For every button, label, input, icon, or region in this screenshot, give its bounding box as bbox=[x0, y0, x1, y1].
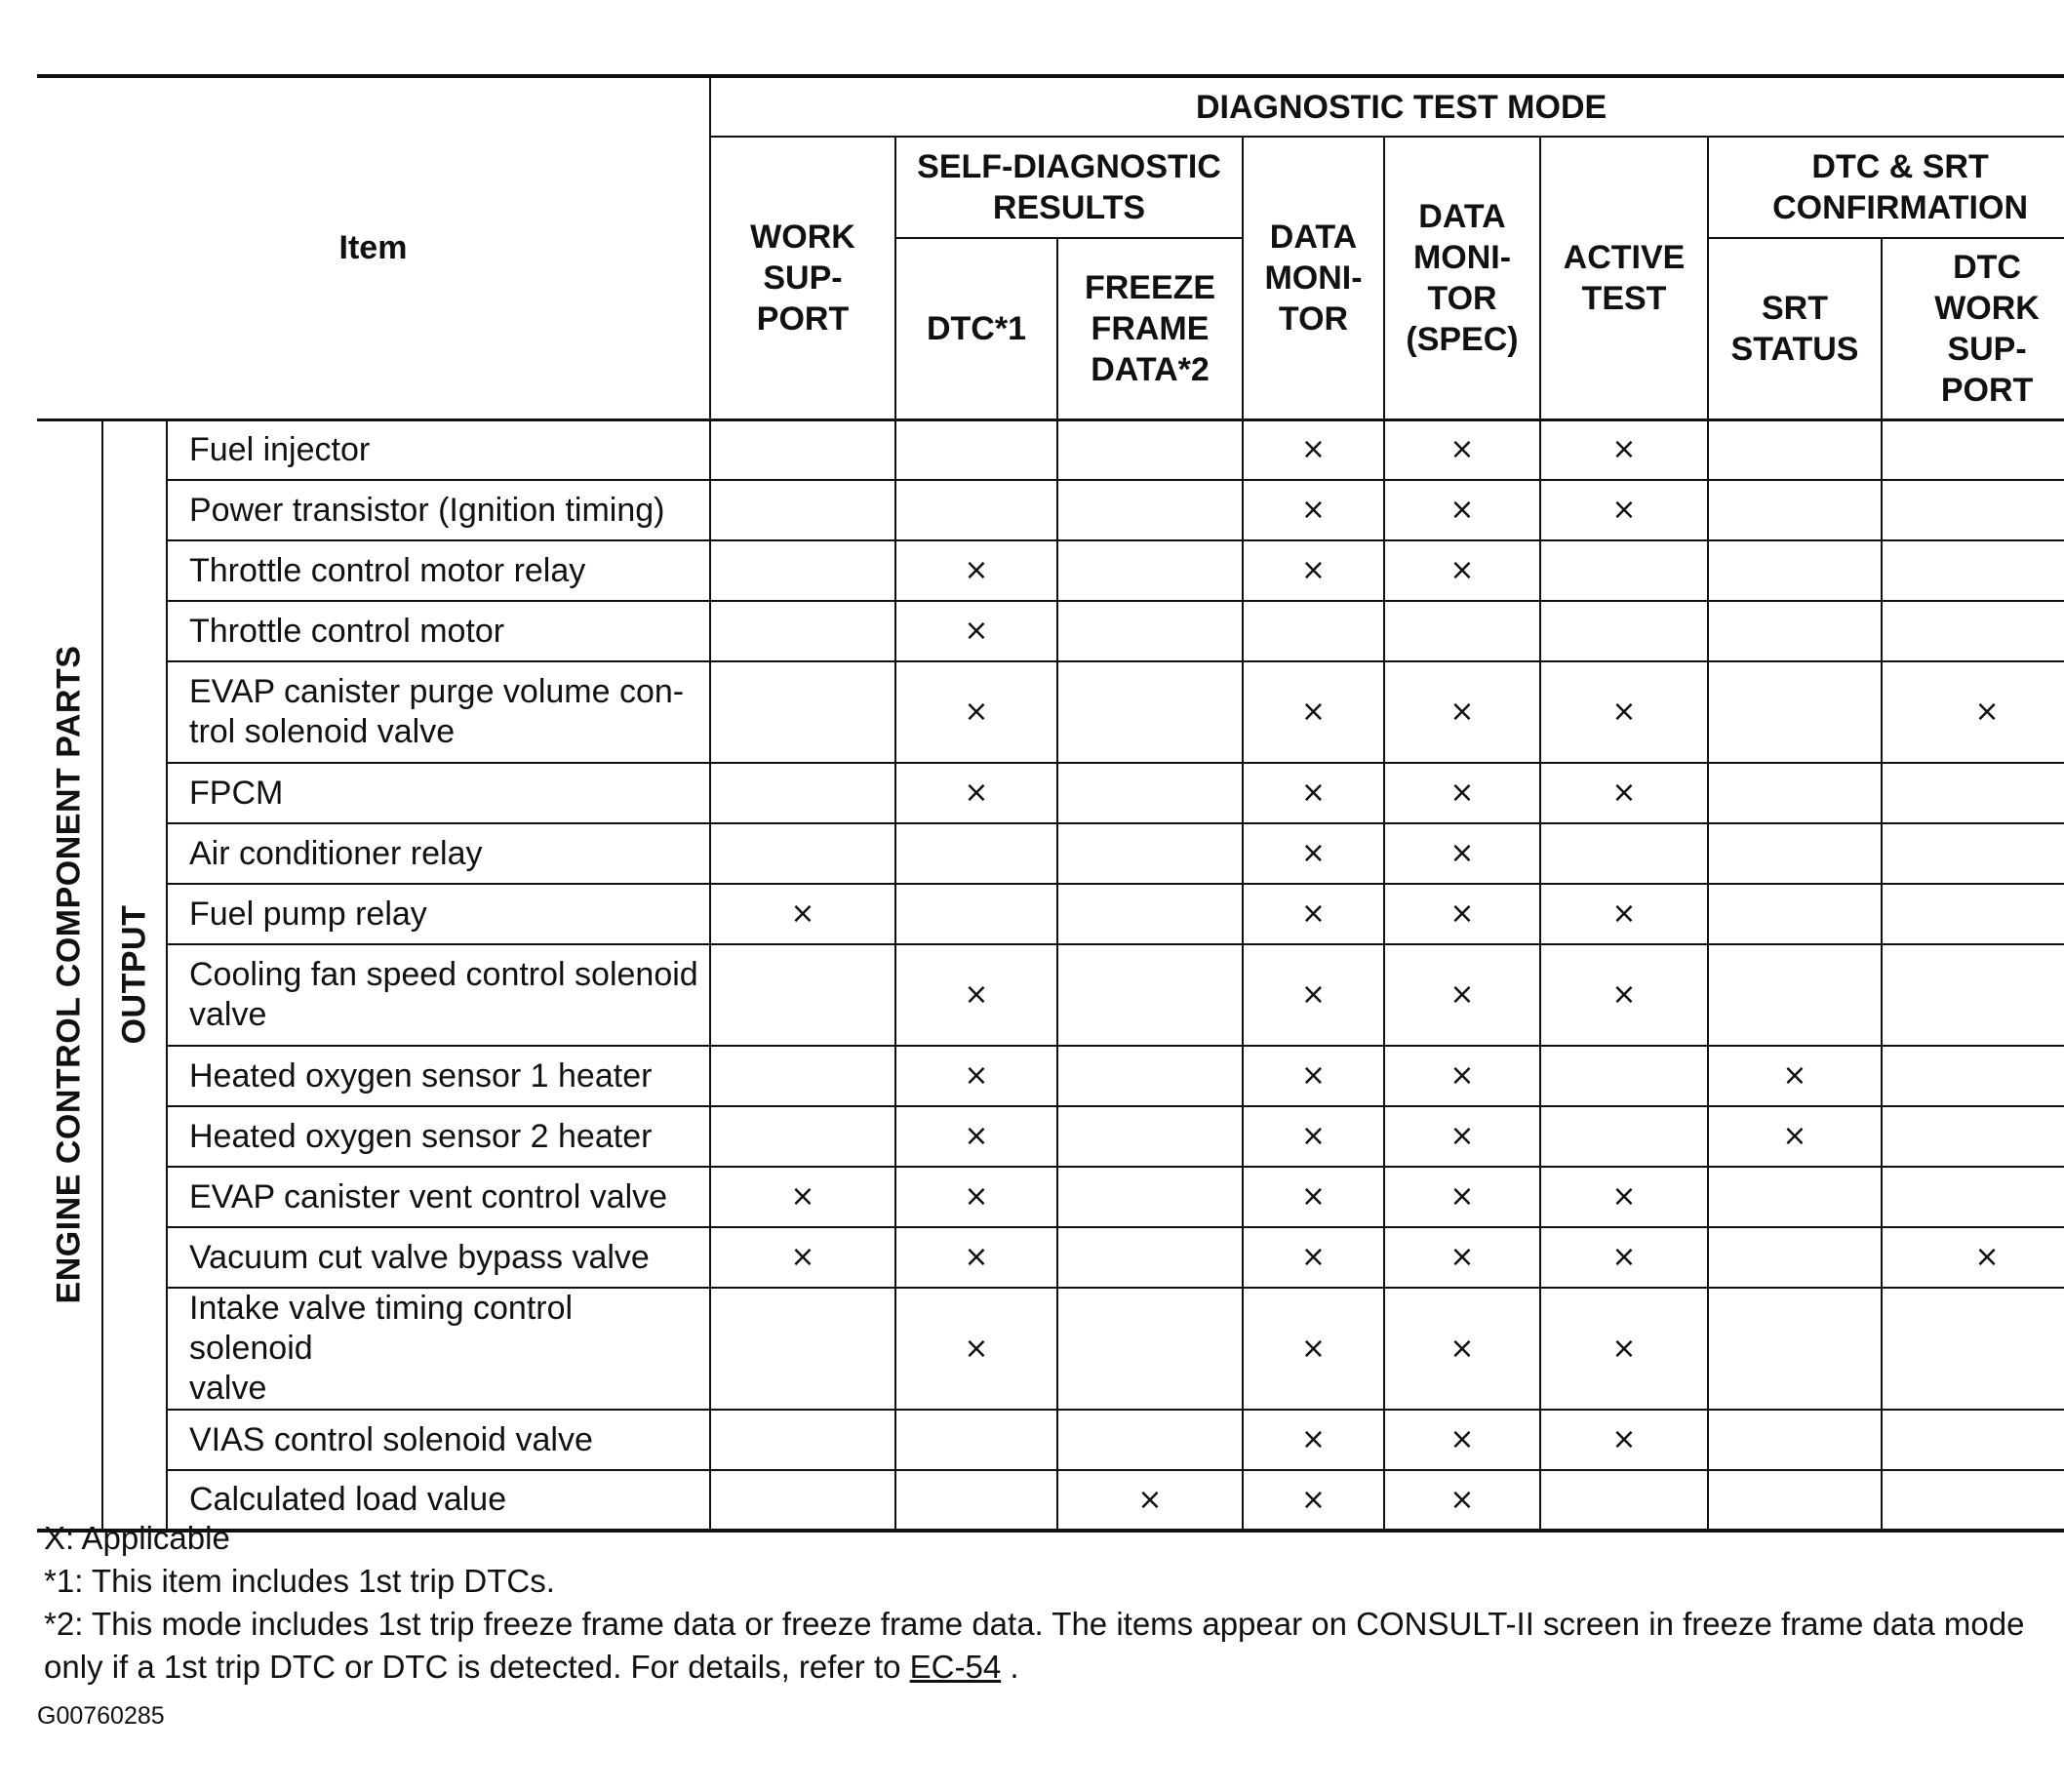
applicable-mark: × bbox=[1300, 695, 1327, 729]
note-2 bbox=[44, 1603, 2034, 1689]
active-test-cell bbox=[1540, 540, 1708, 601]
srt-status-cell bbox=[1708, 763, 1882, 823]
table-row bbox=[37, 601, 2064, 661]
work-support-cell bbox=[710, 823, 895, 884]
dtc-work-support-header-line: SUP- bbox=[1947, 330, 2027, 368]
data-monitor-header-line: TOR bbox=[1278, 299, 1349, 338]
applicable-mark: × bbox=[1449, 493, 1475, 527]
dtc-work-support-header bbox=[1882, 238, 2064, 419]
table-row bbox=[37, 884, 2064, 944]
table-row bbox=[37, 1046, 2064, 1106]
data-monitor-cell bbox=[1243, 1106, 1384, 1167]
data-monitor-spec-cell bbox=[1384, 1106, 1540, 1167]
row-item-label-line: Fuel injector bbox=[189, 430, 371, 468]
diagnostic-mode-table bbox=[37, 74, 2064, 1533]
active-test-cell bbox=[1540, 944, 1708, 1046]
srt-status-header-line: STATUS bbox=[1730, 330, 1859, 368]
applicable-mark: × bbox=[1782, 1058, 1807, 1093]
data-monitor-cell bbox=[1243, 419, 1384, 480]
data-monitor-spec-cell bbox=[1384, 884, 1540, 944]
row-item-label bbox=[167, 419, 710, 480]
applicable-mark: × bbox=[964, 1179, 989, 1214]
active-test-cell bbox=[1540, 419, 1708, 480]
applicable-mark: × bbox=[1611, 695, 1637, 729]
dtc-work-support-cell bbox=[1882, 480, 2064, 540]
dtc-work-support-cell bbox=[1882, 823, 2064, 884]
ec-54-link[interactable]: EC-54 bbox=[909, 1649, 1002, 1685]
applicable-mark: × bbox=[1449, 1179, 1475, 1214]
table-row bbox=[37, 480, 2064, 540]
group-outer-label: ENGINE CONTROL COMPONENT PARTS bbox=[50, 645, 88, 1304]
freeze-frame-data-cell bbox=[1057, 884, 1243, 944]
row-item-label bbox=[167, 601, 710, 661]
active-test-cell bbox=[1540, 1288, 1708, 1410]
freeze-frame-data-cell bbox=[1057, 1288, 1243, 1410]
row-item-label bbox=[167, 540, 710, 601]
table-row bbox=[37, 540, 2064, 601]
applicable-mark: × bbox=[964, 1331, 989, 1366]
applicable-mark: × bbox=[964, 1240, 989, 1274]
applicable-mark: × bbox=[1300, 1331, 1327, 1366]
applicable-mark: × bbox=[1611, 1422, 1637, 1456]
work-support-cell bbox=[710, 1227, 895, 1288]
data-monitor-cell bbox=[1243, 763, 1384, 823]
dtc-cell bbox=[895, 763, 1057, 823]
dtc-work-support-header-line: DTC bbox=[1953, 248, 2021, 286]
applicable-mark: × bbox=[1449, 695, 1475, 729]
applicable-mark: × bbox=[1611, 1179, 1637, 1214]
applicable-mark: × bbox=[1611, 432, 1637, 467]
applicable-mark: × bbox=[790, 896, 815, 931]
applicable-mark: × bbox=[1974, 695, 2000, 729]
srt-status-cell bbox=[1708, 419, 1882, 480]
dtc-work-support-cell bbox=[1882, 540, 2064, 601]
work-support-cell bbox=[710, 884, 895, 944]
active-test-header-line: TEST bbox=[1581, 279, 1667, 317]
active-test-cell bbox=[1540, 1410, 1708, 1470]
srt-status-cell bbox=[1708, 1046, 1882, 1106]
note-2-text: *2: This mode includes 1st trip freeze frame data or freeze frame data. The items appear on CONSULT-II screen in freeze frame data mode only if a 1st trip DTC or DTC is detected. For details, refer to bbox=[44, 1606, 2025, 1685]
work-support-cell bbox=[710, 1046, 895, 1106]
applicable-mark: × bbox=[1449, 1119, 1475, 1153]
data-monitor-spec-header-line: DATA bbox=[1418, 197, 1506, 235]
self-diagnostic-results-header-line: RESULTS bbox=[992, 189, 1146, 226]
data-monitor-cell bbox=[1243, 601, 1384, 661]
row-item-label-line: Intake valve timing control solenoid bbox=[189, 1290, 574, 1367]
data-monitor-cell bbox=[1243, 944, 1384, 1046]
table-row bbox=[37, 763, 2064, 823]
applicable-mark: × bbox=[1449, 776, 1475, 810]
diagnostic-test-mode-header: DIAGNOSTIC TEST MODE bbox=[710, 76, 2064, 137]
data-monitor-spec-cell bbox=[1384, 540, 1540, 601]
dtc-work-support-cell bbox=[1882, 1227, 2064, 1288]
dtc-work-support-cell bbox=[1882, 661, 2064, 763]
row-item-label-line: trol solenoid valve bbox=[189, 713, 456, 750]
applicable-mark: × bbox=[1449, 553, 1475, 587]
row-item-label-line: VIAS control solenoid valve bbox=[189, 1420, 593, 1458]
applicable-mark: × bbox=[1449, 432, 1475, 467]
freeze-frame-data-header-line: FRAME bbox=[1091, 309, 1210, 347]
freeze-frame-data-header-line: FREEZE bbox=[1084, 268, 1216, 306]
applicable-mark: × bbox=[964, 1058, 989, 1093]
freeze-frame-data-cell bbox=[1057, 601, 1243, 661]
work-support-cell bbox=[710, 661, 895, 763]
work-support-cell bbox=[710, 1167, 895, 1227]
dtc-work-support-cell bbox=[1882, 601, 2064, 661]
freeze-frame-data-cell bbox=[1057, 763, 1243, 823]
srt-status-header bbox=[1708, 238, 1882, 419]
applicable-mark: × bbox=[1449, 1240, 1475, 1274]
row-item-label bbox=[167, 823, 710, 884]
srt-status-cell bbox=[1708, 1288, 1882, 1410]
table-row bbox=[37, 1410, 2064, 1470]
srt-status-cell bbox=[1708, 1227, 1882, 1288]
data-monitor-header-line: MONI- bbox=[1264, 259, 1363, 297]
note-applicable: X: Applicable bbox=[44, 1520, 230, 1556]
dtc-cell bbox=[895, 884, 1057, 944]
data-monitor-cell bbox=[1243, 1227, 1384, 1288]
active-test-cell bbox=[1540, 884, 1708, 944]
data-monitor-cell bbox=[1243, 823, 1384, 884]
applicable-mark: × bbox=[1300, 1482, 1327, 1517]
applicable-mark: × bbox=[1300, 1119, 1327, 1153]
row-item-label bbox=[167, 480, 710, 540]
active-test-cell bbox=[1540, 1046, 1708, 1106]
dtc-work-support-cell bbox=[1882, 1410, 2064, 1470]
row-item-label-line: Power transistor (Ignition timing) bbox=[189, 491, 665, 529]
row-item-label-line: Calculated load value bbox=[189, 1481, 507, 1518]
dtc-cell bbox=[895, 601, 1057, 661]
freeze-frame-data-cell bbox=[1057, 1046, 1243, 1106]
row-item-label-line: Air conditioner relay bbox=[189, 834, 483, 872]
freeze-frame-data-header-line: DATA*2 bbox=[1091, 350, 1210, 388]
row-item-label-line: Heated oxygen sensor 2 heater bbox=[189, 1117, 653, 1155]
applicable-mark: × bbox=[964, 614, 989, 648]
row-item-label-line: valve bbox=[189, 996, 267, 1033]
work-support-header-line: PORT bbox=[756, 299, 850, 338]
applicable-mark: × bbox=[1782, 1119, 1807, 1153]
row-item-label bbox=[167, 1046, 710, 1106]
freeze-frame-data-cell bbox=[1057, 1167, 1243, 1227]
srt-status-cell bbox=[1708, 661, 1882, 763]
active-test-cell bbox=[1540, 661, 1708, 763]
srt-status-cell bbox=[1708, 540, 1882, 601]
srt-status-cell bbox=[1708, 1167, 1882, 1227]
work-support-header bbox=[710, 137, 895, 419]
dtc-work-support-header-line: PORT bbox=[1940, 371, 2034, 409]
row-item-label bbox=[167, 884, 710, 944]
work-support-header-line: SUP- bbox=[763, 259, 843, 297]
applicable-mark: × bbox=[1300, 1058, 1327, 1093]
data-monitor-cell bbox=[1243, 1288, 1384, 1410]
freeze-frame-data-cell bbox=[1057, 661, 1243, 763]
dtc-srt-confirmation-header bbox=[1708, 137, 2064, 238]
dtc-cell bbox=[895, 1106, 1057, 1167]
dtc-srt-confirmation-header-line: DTC & SRT bbox=[1811, 148, 1989, 185]
dtc-work-support-cell bbox=[1882, 419, 2064, 480]
freeze-frame-data-cell bbox=[1057, 1106, 1243, 1167]
applicable-mark: × bbox=[1449, 1482, 1475, 1517]
applicable-mark: × bbox=[1300, 977, 1327, 1012]
freeze-frame-data-header bbox=[1057, 238, 1243, 419]
work-support-cell bbox=[710, 763, 895, 823]
applicable-mark: × bbox=[964, 977, 989, 1012]
freeze-frame-data-cell bbox=[1057, 540, 1243, 601]
data-monitor-cell bbox=[1243, 661, 1384, 763]
dtc-cell bbox=[895, 1288, 1057, 1410]
srt-status-cell bbox=[1708, 1106, 1882, 1167]
dtc-cell bbox=[895, 1410, 1057, 1470]
data-monitor-cell bbox=[1243, 540, 1384, 601]
applicable-mark: × bbox=[1611, 1331, 1637, 1366]
applicable-mark: × bbox=[1300, 1179, 1327, 1214]
data-monitor-spec-cell bbox=[1384, 763, 1540, 823]
dtc-srt-confirmation-header-line: CONFIRMATION bbox=[1772, 189, 2028, 226]
dtc-cell bbox=[895, 944, 1057, 1046]
self-diagnostic-results-header-line: SELF-DIAGNOSTIC bbox=[917, 148, 1221, 185]
active-test-cell bbox=[1540, 1227, 1708, 1288]
srt-status-cell bbox=[1708, 823, 1882, 884]
data-monitor-spec-cell bbox=[1384, 1227, 1540, 1288]
note-1: *1: This item includes 1st trip DTCs. bbox=[44, 1563, 555, 1599]
dtc-cell bbox=[895, 1167, 1057, 1227]
dtc-cell bbox=[895, 661, 1057, 763]
table-row bbox=[37, 944, 2064, 1046]
dtc-work-support-cell bbox=[1882, 1046, 2064, 1106]
dtc-work-support-cell bbox=[1882, 1167, 2064, 1227]
applicable-mark: × bbox=[790, 1240, 815, 1274]
applicable-mark: × bbox=[1449, 1331, 1475, 1366]
table-row bbox=[37, 419, 2064, 480]
data-monitor-cell bbox=[1243, 1046, 1384, 1106]
dtc-cell bbox=[895, 823, 1057, 884]
work-support-cell bbox=[710, 1410, 895, 1470]
data-monitor-spec-cell bbox=[1384, 661, 1540, 763]
group-output bbox=[102, 419, 167, 1531]
data-monitor-spec-cell bbox=[1384, 1288, 1540, 1410]
srt-status-cell bbox=[1708, 480, 1882, 540]
dtc-work-support-cell bbox=[1882, 763, 2064, 823]
data-monitor-spec-cell bbox=[1384, 1046, 1540, 1106]
work-support-cell bbox=[710, 540, 895, 601]
work-support-cell bbox=[710, 419, 895, 480]
data-monitor-header-line: DATA bbox=[1269, 218, 1358, 256]
row-item-label-line: valve bbox=[189, 1370, 267, 1407]
applicable-mark: × bbox=[964, 553, 989, 587]
srt-status-cell bbox=[1708, 601, 1882, 661]
row-item-label-line: FPCM bbox=[189, 774, 284, 812]
row-item-label bbox=[167, 1106, 710, 1167]
applicable-mark: × bbox=[1611, 493, 1637, 527]
row-item-label bbox=[167, 661, 710, 763]
applicable-mark: × bbox=[790, 1179, 815, 1214]
freeze-frame-data-cell bbox=[1057, 1227, 1243, 1288]
applicable-mark: × bbox=[1611, 977, 1637, 1012]
data-monitor-cell bbox=[1243, 884, 1384, 944]
data-monitor-spec-cell bbox=[1384, 944, 1540, 1046]
work-support-cell bbox=[710, 601, 895, 661]
applicable-mark: × bbox=[1300, 493, 1327, 527]
active-test-cell bbox=[1540, 480, 1708, 540]
applicable-mark: × bbox=[964, 1119, 989, 1153]
dtc-cell bbox=[895, 1046, 1057, 1106]
row-item-label-line: Vacuum cut valve bypass valve bbox=[189, 1238, 650, 1276]
dtc-cell bbox=[895, 419, 1057, 480]
item-header: Item bbox=[37, 76, 710, 419]
data-monitor-spec-cell bbox=[1384, 1410, 1540, 1470]
footnotes bbox=[44, 1517, 2034, 1689]
row-item-label bbox=[167, 1227, 710, 1288]
row-item-label-line: Fuel pump relay bbox=[189, 895, 427, 933]
applicable-mark: × bbox=[1137, 1482, 1163, 1517]
row-item-label-line: Heated oxygen sensor 1 heater bbox=[189, 1056, 653, 1095]
table-row bbox=[37, 1227, 2064, 1288]
applicable-mark: × bbox=[1449, 1058, 1475, 1093]
data-monitor-spec-cell bbox=[1384, 601, 1540, 661]
group-inner-label: OUTPUT bbox=[115, 904, 153, 1045]
row-item-label bbox=[167, 1410, 710, 1470]
data-monitor-spec-header-line: (SPEC) bbox=[1406, 320, 1519, 358]
table-row bbox=[37, 823, 2064, 884]
dtc-work-support-cell bbox=[1882, 1288, 2064, 1410]
active-test-cell bbox=[1540, 823, 1708, 884]
srt-status-cell bbox=[1708, 884, 1882, 944]
freeze-frame-data-cell bbox=[1057, 480, 1243, 540]
applicable-mark: × bbox=[964, 776, 989, 810]
work-support-cell bbox=[710, 480, 895, 540]
applicable-mark: × bbox=[1300, 1240, 1327, 1274]
row-item-label-line: Throttle control motor relay bbox=[189, 551, 586, 589]
applicable-mark: × bbox=[1300, 836, 1327, 870]
row-item-label bbox=[167, 1288, 710, 1410]
applicable-mark: × bbox=[1300, 1422, 1327, 1456]
data-monitor-header bbox=[1243, 137, 1384, 419]
dtc-work-support-cell bbox=[1882, 884, 2064, 944]
srt-status-header-line: SRT bbox=[1762, 289, 1828, 327]
data-monitor-spec-cell bbox=[1384, 1167, 1540, 1227]
applicable-mark: × bbox=[1300, 776, 1327, 810]
applicable-mark: × bbox=[1300, 553, 1327, 587]
dtc-cell bbox=[895, 1227, 1057, 1288]
row-item-label-line: EVAP canister vent control valve bbox=[189, 1177, 668, 1215]
active-test-header bbox=[1540, 137, 1708, 419]
figure-id: G00760285 bbox=[37, 1702, 165, 1730]
applicable-mark: × bbox=[1974, 1240, 2000, 1274]
table-row bbox=[37, 1106, 2064, 1167]
note-2-end: . bbox=[1001, 1649, 1019, 1685]
applicable-mark: × bbox=[1611, 776, 1637, 810]
group-engine-control-component-parts bbox=[37, 419, 102, 1531]
data-monitor-spec-cell bbox=[1384, 823, 1540, 884]
dtc-cell bbox=[895, 540, 1057, 601]
freeze-frame-data-cell bbox=[1057, 944, 1243, 1046]
table-row bbox=[37, 1288, 2064, 1410]
table-row bbox=[37, 1167, 2064, 1227]
data-monitor-spec-header-line: MONI- bbox=[1412, 238, 1512, 276]
table-row bbox=[37, 661, 2064, 763]
work-support-cell bbox=[710, 944, 895, 1046]
row-item-label-line: Throttle control motor bbox=[189, 612, 505, 650]
dtc-cell bbox=[895, 480, 1057, 540]
active-test-cell bbox=[1540, 601, 1708, 661]
work-support-header-line: WORK bbox=[750, 218, 855, 256]
applicable-mark: × bbox=[1300, 432, 1327, 467]
data-monitor-spec-cell bbox=[1384, 480, 1540, 540]
applicable-mark: × bbox=[964, 695, 989, 729]
self-diagnostic-results-header bbox=[895, 137, 1243, 238]
work-support-cell bbox=[710, 1106, 895, 1167]
data-monitor-cell bbox=[1243, 480, 1384, 540]
applicable-mark: × bbox=[1449, 977, 1475, 1012]
freeze-frame-data-cell bbox=[1057, 823, 1243, 884]
active-test-cell bbox=[1540, 763, 1708, 823]
row-item-label-line: EVAP canister purge volume con- bbox=[189, 673, 685, 710]
dtc-work-support-header-line: WORK bbox=[1934, 289, 2040, 327]
active-test-cell bbox=[1540, 1167, 1708, 1227]
applicable-mark: × bbox=[1449, 836, 1475, 870]
work-support-cell bbox=[710, 1288, 895, 1410]
freeze-frame-data-cell bbox=[1057, 419, 1243, 480]
srt-status-cell bbox=[1708, 1410, 1882, 1470]
table-body bbox=[37, 419, 2064, 1531]
row-item-label bbox=[167, 1167, 710, 1227]
dtc-work-support-cell bbox=[1882, 944, 2064, 1046]
data-monitor-spec-header-line: TOR bbox=[1427, 279, 1497, 317]
applicable-mark: × bbox=[1449, 896, 1475, 931]
active-test-cell bbox=[1540, 1106, 1708, 1167]
applicable-mark: × bbox=[1300, 896, 1327, 931]
row-item-label bbox=[167, 944, 710, 1046]
data-monitor-cell bbox=[1243, 1167, 1384, 1227]
srt-status-cell bbox=[1708, 944, 1882, 1046]
data-monitor-cell bbox=[1243, 1410, 1384, 1470]
freeze-frame-data-cell bbox=[1057, 1410, 1243, 1470]
data-monitor-spec-header bbox=[1384, 137, 1540, 419]
dtc-header: DTC*1 bbox=[895, 238, 1057, 419]
applicable-mark: × bbox=[1611, 896, 1637, 931]
applicable-mark: × bbox=[1449, 1422, 1475, 1456]
active-test-header-line: ACTIVE bbox=[1563, 238, 1686, 276]
row-item-label-line: Cooling fan speed control solenoid bbox=[189, 956, 698, 993]
dtc-work-support-cell bbox=[1882, 1106, 2064, 1167]
row-item-label bbox=[167, 763, 710, 823]
applicable-mark: × bbox=[1611, 1240, 1637, 1274]
data-monitor-spec-cell bbox=[1384, 419, 1540, 480]
